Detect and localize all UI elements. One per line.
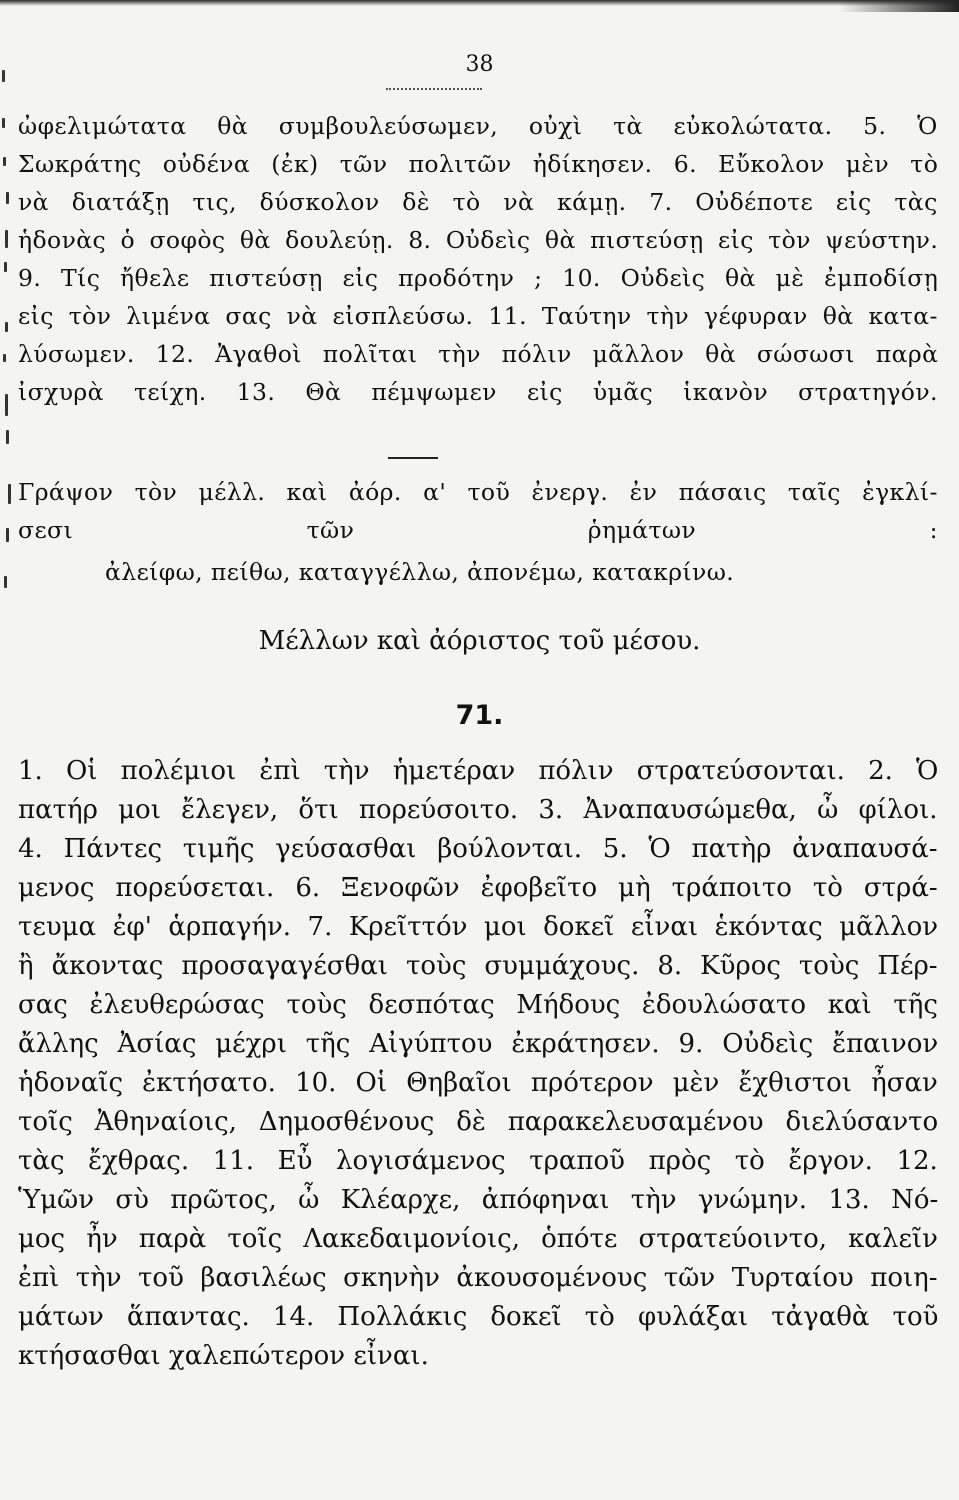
page-number: 38 <box>465 52 494 77</box>
verb-list: ἀλείφω, πείθω, καταγγέλλω, ἀπονέμω, κατακρίνω. <box>105 558 735 586</box>
text-line: εἰς τὸν λιμένα σας νὰ εἰσπλεύσω. 11. Ταύτην τὴν γέφυραν θὰ κατα- <box>18 302 938 330</box>
text-line: 4. Πάντες τιμῆς γεύσασθαι βούλονται. 5. Ὁ πατὴρ ἀναπαυσά- <box>18 834 938 864</box>
text-line: μος ἦν παρὰ τοῖς Λακεδαιμονίοις, ὁπότε στρατεύοιντο, καλεῖν <box>18 1224 938 1254</box>
text-line: Ὑμῶν σὺ πρῶτος, ὦ Κλέαρχε, ἀπόφηναι τὴν γνώμην. 13. Νό- <box>18 1185 939 1215</box>
text-line: πατήρ μοι ἔλεγεν, ὅτι πορεύσοιτο. 3. Ἀναπαυσώμεθα, ὦ φίλοι. <box>18 795 938 825</box>
text-line: ὠφελιμώτατα θὰ συμβουλεύσωμεν, οὐχὶ τὰ εὐκολώτατα. 5. Ὁ <box>18 112 938 140</box>
text-line: τὰς ἔχθρας. 11. Εὖ λογισάμενος τραποῦ πρὸς τὸ ἔργον. 12. <box>18 1146 938 1176</box>
text-line: μενος πορεύσεται. 6. Ξενοφῶν ἐφοβεῖτο μὴ τράποιτο τὸ στρά- <box>18 873 938 903</box>
text-line: ἄλλης Ἀσίας μέχρι τῆς Αἰγύπτου ἐκράτησεν. 9. Οὐδεὶς ἔπαινον <box>18 1029 939 1059</box>
text-line: σας ἐλευθερώσας τοὺς δεσπότας Μήδους ἐδουλώσατο καὶ τῆς <box>18 990 938 1020</box>
section-number: 71. <box>455 700 504 731</box>
text-line: λύσωμεν. 12. Ἀγαθοὶ πολῖται τὴν πόλιν μᾶλλον θὰ σώσωσι παρὰ <box>18 340 939 368</box>
section-separator <box>388 457 438 459</box>
text-line: Σωκράτης οὐδένα (ἐκ) τῶν πολιτῶν ἠδίκησεν. 6. Εὔκολον μὲν τὸ <box>18 150 939 178</box>
text-line: ἢ ἄκοντας προσαγαγέσθαι τοὺς συμμάχους. 8. Κῦρος τοὺς Πέρ- <box>18 951 938 981</box>
text-line: 1. Οἱ πολέμιοι ἐπὶ τὴν ἡμετέραν πόλιν στρατεύσονται. 2. Ὁ <box>18 756 939 786</box>
text-line: κτήσασθαι χαλεπώτερον εἶναι. <box>18 1341 429 1371</box>
binding-margin <box>0 0 14 1500</box>
text-line: ἰσχυρὰ τείχη. 13. Θὰ πέμψωμεν εἰς ὑμᾶς ἱκανὸν στρατηγόν. <box>18 378 938 406</box>
text-line: τευμα ἐφ' ἁρπαγήν. 7. Κρεῖττόν μοι δοκεῖ εἶναι ἑκόντας μᾶλλον <box>18 912 939 942</box>
text-line: τοῖς Ἀθηναίοις, Δημοσθένους δὲ παρακελευσαμένου διελύσαντο <box>18 1107 939 1137</box>
page-number-rule <box>386 88 482 90</box>
text-line: ἡδοναῖς ἐκτήσατο. 10. Οἱ Θηβαῖοι πρότερον μὲν ἔχθιστοι ἦσαν <box>18 1068 938 1098</box>
text-line: ἡδονὰς ὁ σοφὸς θὰ δουλεύῃ. 8. Οὐδεὶς θὰ πιστεύσῃ εἰς τὸν ψεύστην. <box>18 226 939 254</box>
text-line: νὰ διατάξῃ τις, δύσκολον δὲ τὸ νὰ κάμῃ. 7. Οὐδέποτε εἰς τὰς <box>18 188 938 216</box>
text-line: ἐπὶ τὴν τοῦ βασιλέως σκηνὴν ἀκουσομένους τῶν Τυρταίου ποιη- <box>18 1263 938 1293</box>
text-line: Γράψον τὸν μέλλ. καὶ ἀόρ. α' τοῦ ἐνεργ. ἐν πάσαις ταῖς ἐγκλί- <box>18 478 938 506</box>
scan-top-edge <box>0 0 959 6</box>
text-line: μάτων ἅπαντας. 14. Πολλάκις δοκεῖ τὸ φυλάξαι τἀγαθὰ τοῦ <box>18 1302 939 1332</box>
text-line: 9. Τίς ἤθελε πιστεύσῃ εἰς προδότην ; 10. Οὐδεὶς θὰ μὲ ἐμποδίσῃ <box>18 264 939 292</box>
scan-corner-shadow <box>839 0 959 12</box>
text-line: σεσι τῶν ῥημάτων : <box>18 516 938 544</box>
section-heading: Μέλλων καὶ ἀόριστος τοῦ μέσου. <box>258 626 701 656</box>
